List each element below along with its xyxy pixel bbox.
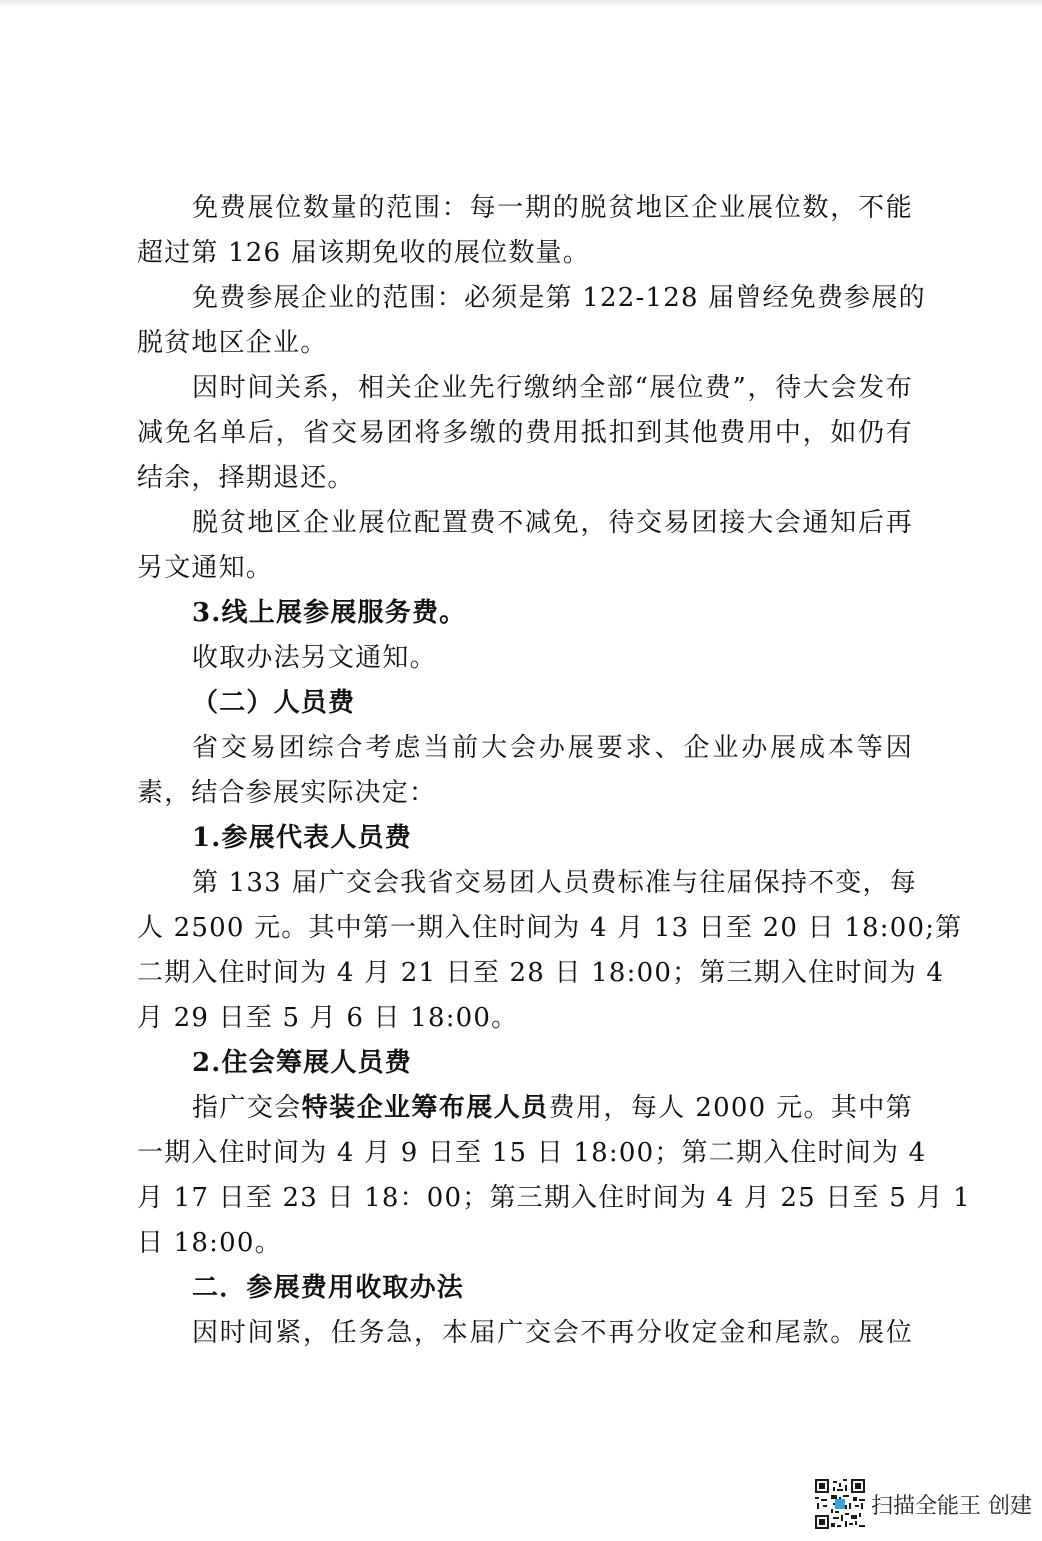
paragraph-line: 减免名单后，省交易团将多缴的费用抵扣到其他费用中，如仍有 (137, 418, 913, 448)
section-heading: 3.线上展参展服务费。 (192, 598, 467, 628)
emphasized-text: 特装企业筹布展人员 (301, 1093, 549, 1123)
paragraph-line: 因时间关系，相关企业先行缴纳全部“展位费”，待大会发布 (192, 373, 913, 403)
paragraph-line: 二期入住时间为 4 月 21 日至 28 日 18:00；第三期入住时间为 4 (137, 958, 945, 988)
paragraph-line: 月 29 日至 5 月 6 日 18:00。 (137, 1003, 519, 1033)
paragraph-line: 免费展位数量的范围：每一期的脱贫地区企业展位数，不能 (192, 193, 913, 223)
line-text: 指广交会 (192, 1093, 302, 1123)
paragraph-line: 人 2500 元。其中第一期入住时间为 4 月 13 日至 20 日 18:00;第 (137, 913, 963, 943)
section-heading: 2.住会筹展人员费 (192, 1048, 412, 1078)
line-text: 费用，每人 2000 元。其中第 (548, 1093, 913, 1123)
paragraph-line: 因时间紧，任务急，本届广交会不再分收定金和尾款。展位 (192, 1318, 913, 1348)
section-heading: （二）人员费 (192, 688, 356, 718)
paragraph-line: 第 133 届广交会我省交易团人员费标准与往届保持不变，每 (192, 868, 917, 898)
paragraph-line: 免费参展企业的范围：必须是第 122-128 届曾经免费参展的 (192, 283, 926, 313)
qr-code-icon (815, 1479, 865, 1529)
paragraph-line: 月 17 日至 23 日 18：00；第三期入住时间为 4 月 25 日至 5 月 1 (137, 1183, 971, 1213)
section-heading: 1.参展代表人员费 (192, 823, 412, 853)
paragraph-line: 脱贫地区企业。 (137, 328, 328, 358)
paragraph-line: 结余，择期退还。 (137, 463, 355, 493)
paragraph-line: 日 18:00。 (137, 1228, 282, 1258)
paragraph-line: 素，结合参展实际决定： (137, 778, 437, 808)
scanner-watermark (815, 1479, 1032, 1529)
paragraph-line: 省交易团综合考虑当前大会办展要求、企业办展成本等因 (192, 733, 913, 763)
paragraph-line: 脱贫地区企业展位配置费不减免，待交易团接大会通知后再 (192, 508, 913, 538)
section-heading: 二．参展费用收取办法 (192, 1273, 465, 1303)
scan-top-edge (0, 0, 1042, 8)
paragraph-line: 超过第 126 届该期免收的展位数量。 (137, 238, 590, 268)
paragraph-line: 另文通知。 (137, 553, 274, 583)
scanner-credit-text: 扫描全能王 创建 (871, 1493, 1032, 1519)
paragraph-line: 一期入住时间为 4 月 9 日至 15 日 18:00；第二期入住时间为 4 (137, 1138, 927, 1168)
document-body (137, 186, 971, 1356)
paragraph-line (137, 1086, 913, 1131)
paragraph-line: 收取办法另文通知。 (192, 643, 437, 673)
